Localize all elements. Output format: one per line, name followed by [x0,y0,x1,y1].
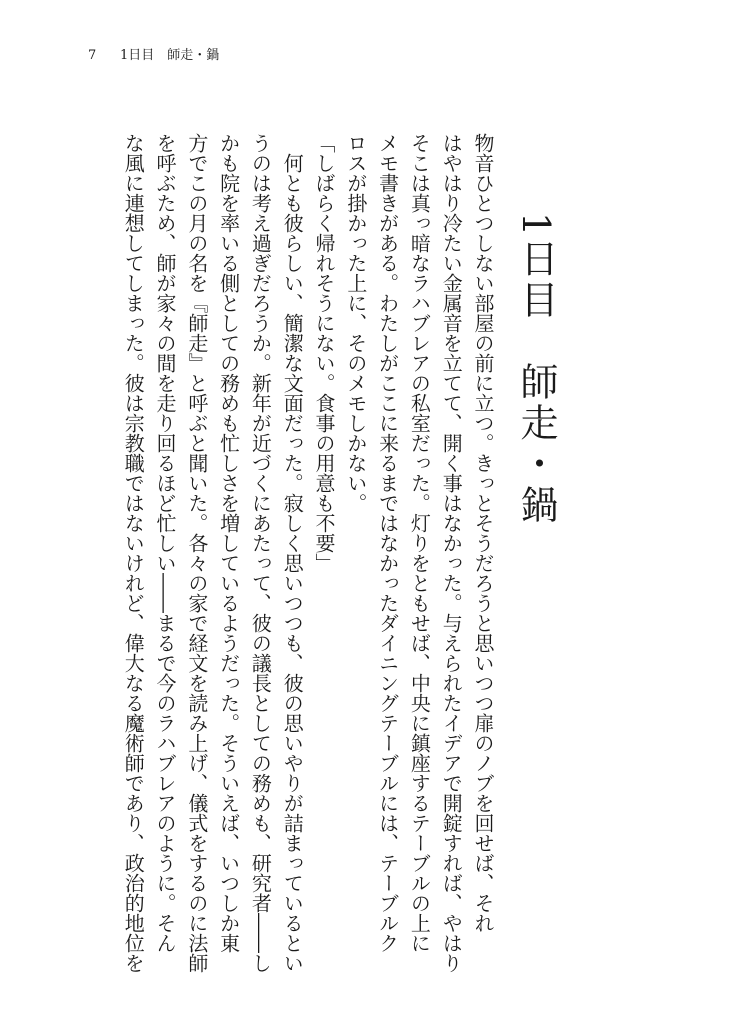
text-column: 物音ひとつしない部屋の前に立つ。きっとそうだろうと思いつつ扉のノブを回せば、それ [471,133,495,933]
text-column: 何とも彼らしい、簡潔な文面だった。寂しく思いつつも、彼の思いやりが詰まっているとい [280,133,305,973]
running-header [88,44,219,63]
body-text [112,133,498,973]
text-column: はやはり冷たい金属音を立てて、開く事はなかった。与えられたイデアで開錠すれば、やはり [439,133,464,973]
text-column: 方でこの月の名を『師走』と呼ぶと聞いた。各々の家で経文を読み上げ、儀式をするのに法師 [184,133,209,973]
text-column: な風に連想してしまった。彼は宗教職ではないけれど、偉大なる魔術師であり、政治的地位を [121,133,146,973]
text-column: メモ書きがある。わたしがここに来るまではなかったダイニングテーブルには、テーブルク [375,133,400,953]
running-title: 1日目 師走・鍋 [120,48,220,63]
text-column: ロスが掛かった上に、そのメモしかない。 [343,133,368,513]
page-number: 7 [88,48,97,63]
chapter-title: 1日目 師走・鍋 [514,212,558,527]
text-column: うのは考え過ぎだろうか。新年が近づくにあたって、彼の議長としての務めも、研究者――し [248,133,273,973]
text-column: を呼ぶため、師が家々の間を走り回るほど忙しい――まるで今のラハブレアのように。そん [153,133,178,953]
text-column: そこは真っ暗なラハブレアの私室だった。灯りをともせば、中央に鎮座するテーブルの上に [407,133,432,953]
text-column: 「しばらく帰れそうにない。食事の用意も不要」 [312,133,337,573]
text-column: かも院を率いる側としての務めも忙しさを増しているようだった。そういえば、いつしか東 [216,133,241,953]
